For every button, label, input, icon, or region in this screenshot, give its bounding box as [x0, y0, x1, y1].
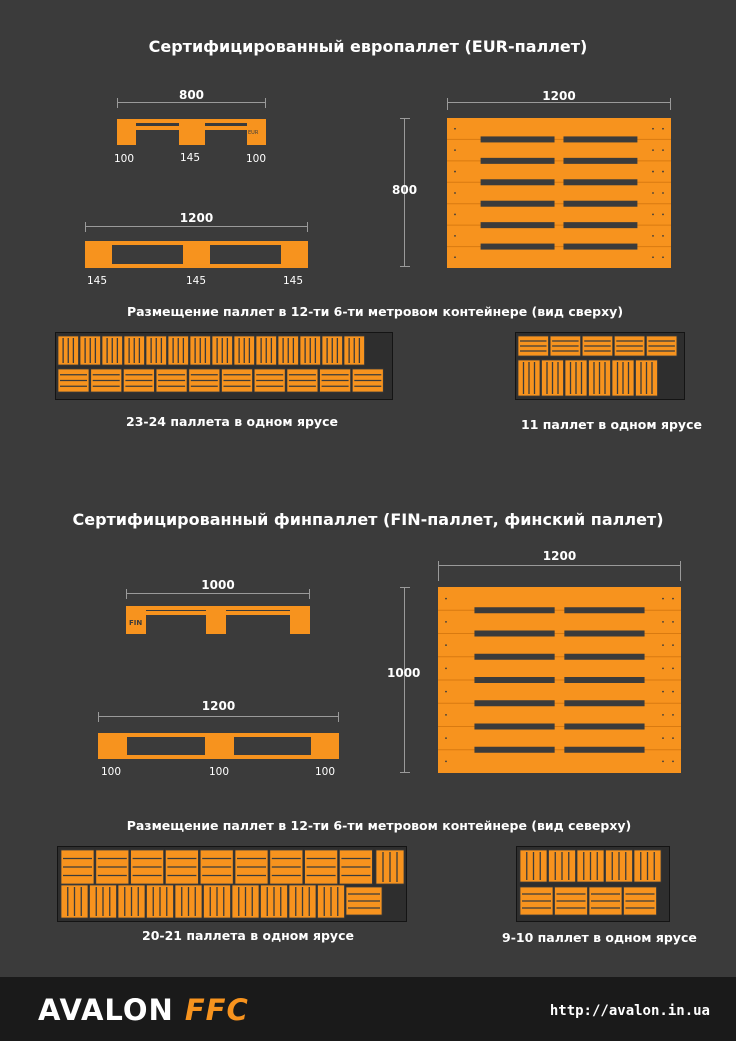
eur-stamp: EUR [248, 130, 259, 136]
fin-side-long-left: 100 [101, 766, 122, 778]
nail-dot [454, 192, 456, 194]
nail-dot [662, 667, 664, 669]
eur-caption-left: 23-24 паллета в одном ярусе [126, 414, 338, 429]
fin-side-long-mid: 100 [209, 766, 230, 778]
nail-dot [445, 598, 447, 600]
nail-dot [454, 214, 456, 216]
footer [0, 977, 736, 1041]
eur-top-width-label: 1200 [542, 89, 576, 103]
eur-side-short-right: 100 [246, 153, 267, 165]
nail-dot [662, 235, 664, 237]
eur-side-long-left: 145 [87, 275, 108, 287]
eur-top-height-label: 800 [392, 183, 418, 197]
fin-top-drawing [438, 587, 681, 773]
nail-dot [652, 171, 654, 173]
deck-gap [481, 179, 555, 185]
deck-gap [563, 222, 637, 228]
nail-dot [652, 214, 654, 216]
nail-dot [662, 760, 664, 762]
deck-gap [474, 700, 554, 706]
fin-container-left [57, 846, 407, 922]
nail-dot [662, 621, 664, 623]
nail-dot [454, 128, 456, 130]
nail-dot [662, 171, 664, 173]
brand-logo [38, 993, 249, 1027]
nail-dot [672, 667, 674, 669]
fin-stamp: FIN [129, 619, 143, 627]
nail-dot [672, 691, 674, 693]
eur-side-long-width-label: 1200 [179, 211, 214, 225]
fin-top-height-label: 1000 [387, 666, 421, 680]
deck-gap [474, 747, 554, 753]
eur-section-title: Сертифицированный европаллет (EUR-паллет) [148, 37, 588, 56]
eur-top-drawing [447, 118, 671, 268]
deck-gap [564, 724, 644, 730]
deck-gap [474, 654, 554, 660]
nail-dot [662, 128, 664, 130]
fin-side-long-right: 100 [315, 766, 336, 778]
deck-gap [564, 607, 644, 613]
fin-container-right [516, 846, 670, 922]
nail-dot [454, 235, 456, 237]
nail-dot [652, 235, 654, 237]
nail-dot [662, 598, 664, 600]
deck-gap [564, 747, 644, 753]
eur-side-short-left: 100 [114, 153, 135, 165]
eur-container-right [515, 332, 685, 400]
deck-gap [564, 700, 644, 706]
nail-dot [445, 621, 447, 623]
fin-placement-title: Размещение паллет в 12-ти 6-ти метровом контейнере (вид северху) [126, 818, 632, 833]
nail-dot [445, 691, 447, 693]
deck-gap [564, 654, 644, 660]
nail-dot [662, 214, 664, 216]
deck-gap [564, 677, 644, 683]
nail-dot [672, 714, 674, 716]
nail-dot [652, 256, 654, 258]
nail-dot [672, 598, 674, 600]
deck-gap [564, 631, 644, 637]
nail-dot [454, 171, 456, 173]
nail-dot [652, 149, 654, 151]
nail-dot [672, 760, 674, 762]
eur-side-long-mid: 145 [186, 275, 207, 287]
deck-gap [563, 244, 637, 250]
nail-dot [662, 737, 664, 739]
nail-dot [445, 714, 447, 716]
nail-dot [445, 667, 447, 669]
nail-dot [662, 714, 664, 716]
eur-caption-right: 11 паллет в одном ярусе [521, 417, 702, 432]
deck-gap [481, 158, 555, 164]
deck-gap [563, 136, 637, 142]
brand-accent: FFC [184, 993, 249, 1027]
nail-dot [672, 737, 674, 739]
nail-dot [445, 644, 447, 646]
nail-dot [445, 737, 447, 739]
deck-gap [481, 222, 555, 228]
nail-dot [662, 691, 664, 693]
nail-dot [652, 128, 654, 130]
deck-gap [481, 201, 555, 207]
deck-gap [563, 201, 637, 207]
fin-side-short-width-label: 1000 [201, 578, 235, 592]
nail-dot [445, 760, 447, 762]
fin-caption-left: 20-21 паллета в одном ярусе [142, 928, 354, 943]
eur-side-short-width-label: 800 [178, 88, 205, 102]
nail-dot [662, 192, 664, 194]
deck-gap [474, 631, 554, 637]
deck-gap [563, 158, 637, 164]
nail-dot [662, 256, 664, 258]
deck-gap [474, 677, 554, 683]
nail-dot [454, 256, 456, 258]
eur-container-left [55, 332, 393, 400]
nail-dot [672, 621, 674, 623]
deck-gap [481, 244, 555, 250]
eur-side-long-right: 145 [283, 275, 304, 287]
nail-dot [662, 149, 664, 151]
eur-placement-title: Размещение паллет в 12-ти 6-ти метровом контейнере (вид сверху) [126, 304, 624, 319]
nail-dot [652, 192, 654, 194]
eur-side-short-mid: 145 [180, 152, 201, 164]
fin-section-title: Сертифицированный финпаллет (FIN-паллет, финский паллет) [72, 510, 664, 529]
fin-top-width-label: 1200 [542, 549, 577, 563]
fin-caption-right: 9-10 паллет в одном ярусе [502, 930, 697, 945]
nail-dot [662, 644, 664, 646]
deck-gap [474, 607, 554, 613]
deck-gap [474, 724, 554, 730]
brand-main: AVALON [38, 993, 174, 1027]
fin-side-long-width-label: 1200 [201, 699, 236, 713]
nail-dot [454, 149, 456, 151]
deck-gap [481, 136, 555, 142]
deck-gap [563, 179, 637, 185]
nail-dot [672, 644, 674, 646]
site-url-link[interactable]: http://avalon.in.ua [549, 1003, 710, 1019]
